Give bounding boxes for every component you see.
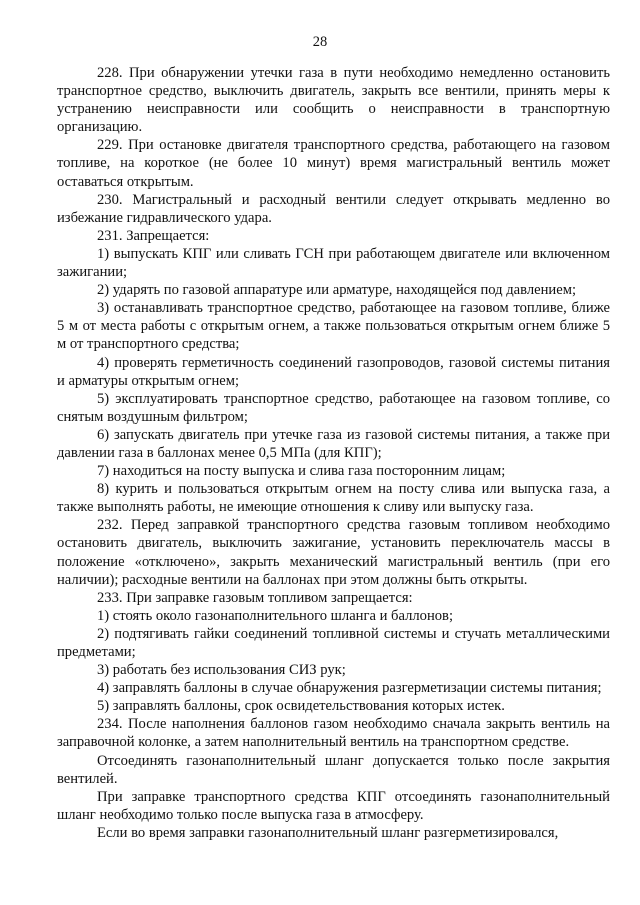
paragraph-233: 233. При заправке газовым топливом запрещается: xyxy=(97,589,413,606)
paragraph-230: 230. Магистральный и расходный вентили следует открывать медленно во избежание гидравлического удара. xyxy=(57,191,610,226)
list-item-231-1: 1) выпускать КПГ или сливать ГСН при работающем двигателе или включенном зажигании; xyxy=(57,245,610,281)
list-item-231-8: 8) курить и пользоваться открытым огнем на посту слива или выпуска газа, а также выполнять работы, не имеющие отношения к сливу или выпуску газа. xyxy=(57,481,610,516)
list-item-231-5: 5) эксплуатировать транспортное средство, работающее на газовом топливе, со снятым воздушным фильтром; xyxy=(57,390,610,425)
paragraph-232: 232. Перед заправкой транспортного средства газовым топливом необходимо остановить двигатель, выключить зажигание, установить переключатель массы в положение «отключено», закрыть механический магистральный вентиль (при его наличии); расходные вентили на баллонах при этом должны быть открыты. xyxy=(57,517,610,588)
list-item-231-7: 7) находиться на посту выпуска и слива газа посторонним лицам; xyxy=(97,463,506,480)
paragraph-228: 228. При обнаружении утечки газа в пути необходимо немедленно остановить транспортное средство, выключить двигатель, закрыть все вентили, принять меры к устранению неисправности или сообщить о неисправности в транспортную организацию. xyxy=(57,65,610,136)
list-item-231-3: 3) останавливать транспортное средство, работающее на газовом топливе, ближе 5 м от места работы с открытым огнем, а также пользоваться открытым огнем ближе 5 м от транспортного средства; xyxy=(57,300,610,353)
page-number: 28 xyxy=(312,34,328,50)
paragraph-234: 234. После наполнения баллонов газом необходимо сначала закрыть вентиль на заправочной колонке, а затем наполнительный вентиль на транспортном средстве. xyxy=(57,716,610,751)
paragraph-234-disconnect: Отсоединять газонаполнительный шланг допускается только после закрытия вентилей. xyxy=(57,752,610,787)
paragraph-234-kpg: При заправке транспортного средства КПГ отсоединять газонаполнительный шланг необходимо только после выпуска газа в атмосферу. xyxy=(57,788,610,823)
list-item-233-3: 3) работать без использования СИЗ рук; xyxy=(97,662,346,679)
list-item-233-4: 4) заправлять баллоны в случае обнаружения разгерметизации системы питания; xyxy=(97,680,602,697)
document-body xyxy=(57,64,610,842)
paragraph-231: 231. Запрещается: xyxy=(97,227,210,244)
paragraph-234-leak: Если во время заправки газонаполнительный шланг разгерметизировался, xyxy=(97,824,559,841)
list-item-233-2: 2) подтягивать гайки соединений топливной системы и стучать металлическими предметами; xyxy=(57,625,610,660)
list-item-233-5: 5) заправлять баллоны, срок освидетельствования которых истек. xyxy=(97,698,505,715)
list-item-231-6: 6) запускать двигатель при утечке газа из газовой системы питания, а также при давлении газа в баллонах менее 0,5 МПа (для КПГ); xyxy=(57,426,610,461)
list-item-233-1: 1) стоять около газонаполнительного шланга и баллонов; xyxy=(97,607,453,624)
list-item-231-2: 2) ударять по газовой аппаратуре или арматуре, находящейся под давлением; xyxy=(97,282,577,299)
list-item-231-4: 4) проверять герметичность соединений газопроводов, газовой системы питания и арматуры открытым огнем; xyxy=(57,354,610,389)
paragraph-229: 229. При остановке двигателя транспортного средства, работающего на газовом топливе, на короткое (не более 10 минут) время магистральный вентиль может оставаться открытым. xyxy=(57,137,610,190)
